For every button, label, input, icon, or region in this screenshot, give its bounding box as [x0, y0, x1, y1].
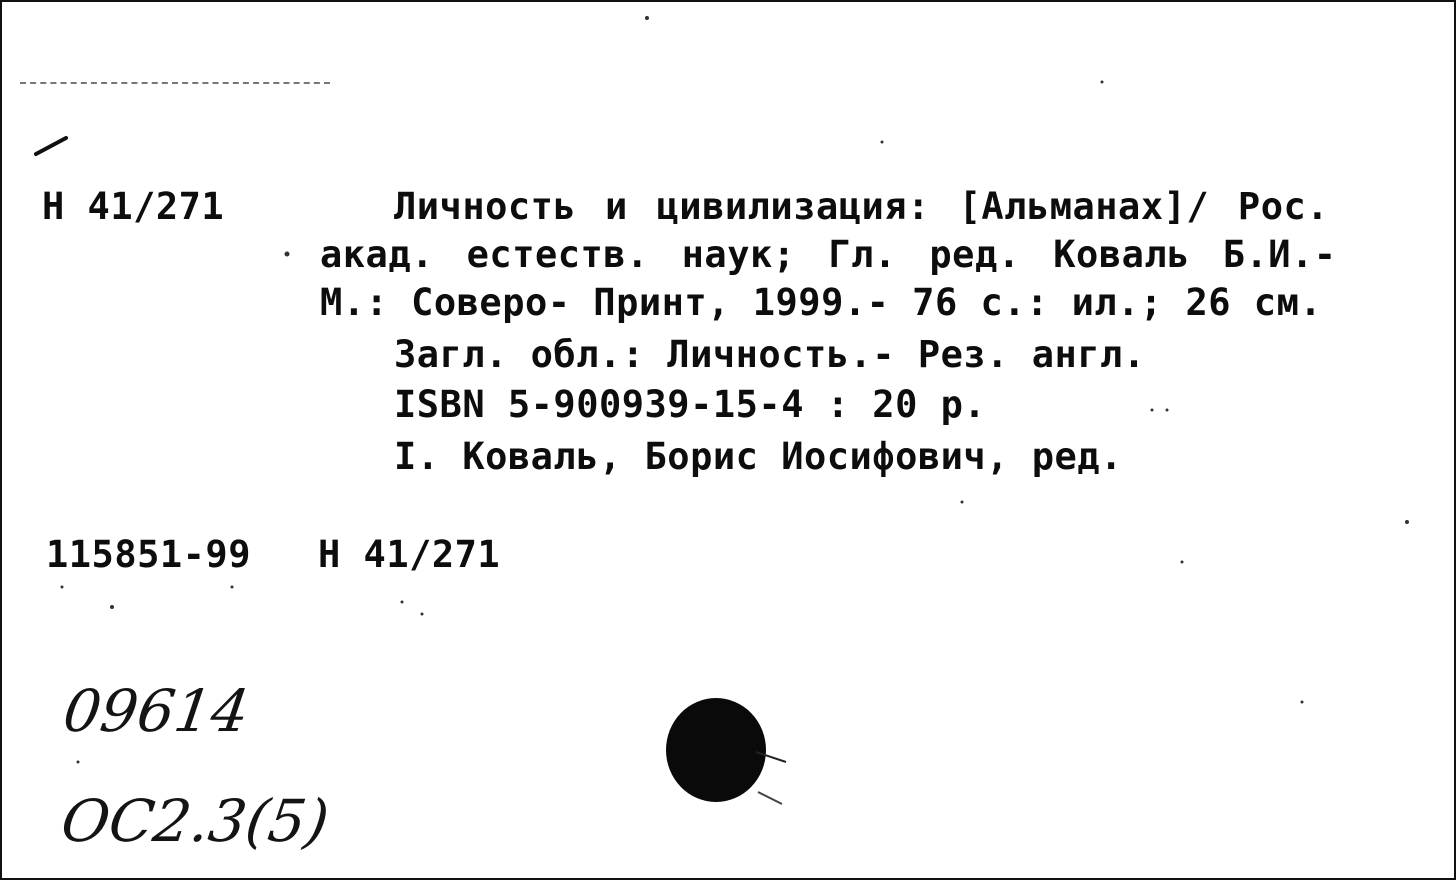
handwritten-number: 09614: [59, 677, 254, 745]
record-note-line: Загл. обл.: Личность.- Рез. англ.: [394, 333, 1146, 376]
record-responsibility-line: акад. естеств. наук; Гл. ред. Коваль Б.И.-: [320, 233, 1337, 276]
shelfmark: Н 41/271: [42, 185, 225, 228]
handwritten-classification: ОС2.3(5): [57, 787, 334, 855]
record-added-entry-line: I. Коваль, Борис Иосифович, ред.: [394, 435, 1123, 478]
record-isbn-line: ISBN 5-900939-15-4 : 20 р.: [394, 383, 987, 426]
inventory-number: 115851-99: [46, 533, 251, 576]
record-title-line: Личность и цивилизация: [Альманах]/ Рос.: [394, 185, 1330, 228]
record-publication-line: М.: Соверо- Принт, 1999.- 76 с.: ил.; 26 см.: [320, 281, 1323, 324]
paper-specks: [2, 2, 1454, 878]
shelfmark-repeat: Н 41/271: [318, 533, 501, 576]
